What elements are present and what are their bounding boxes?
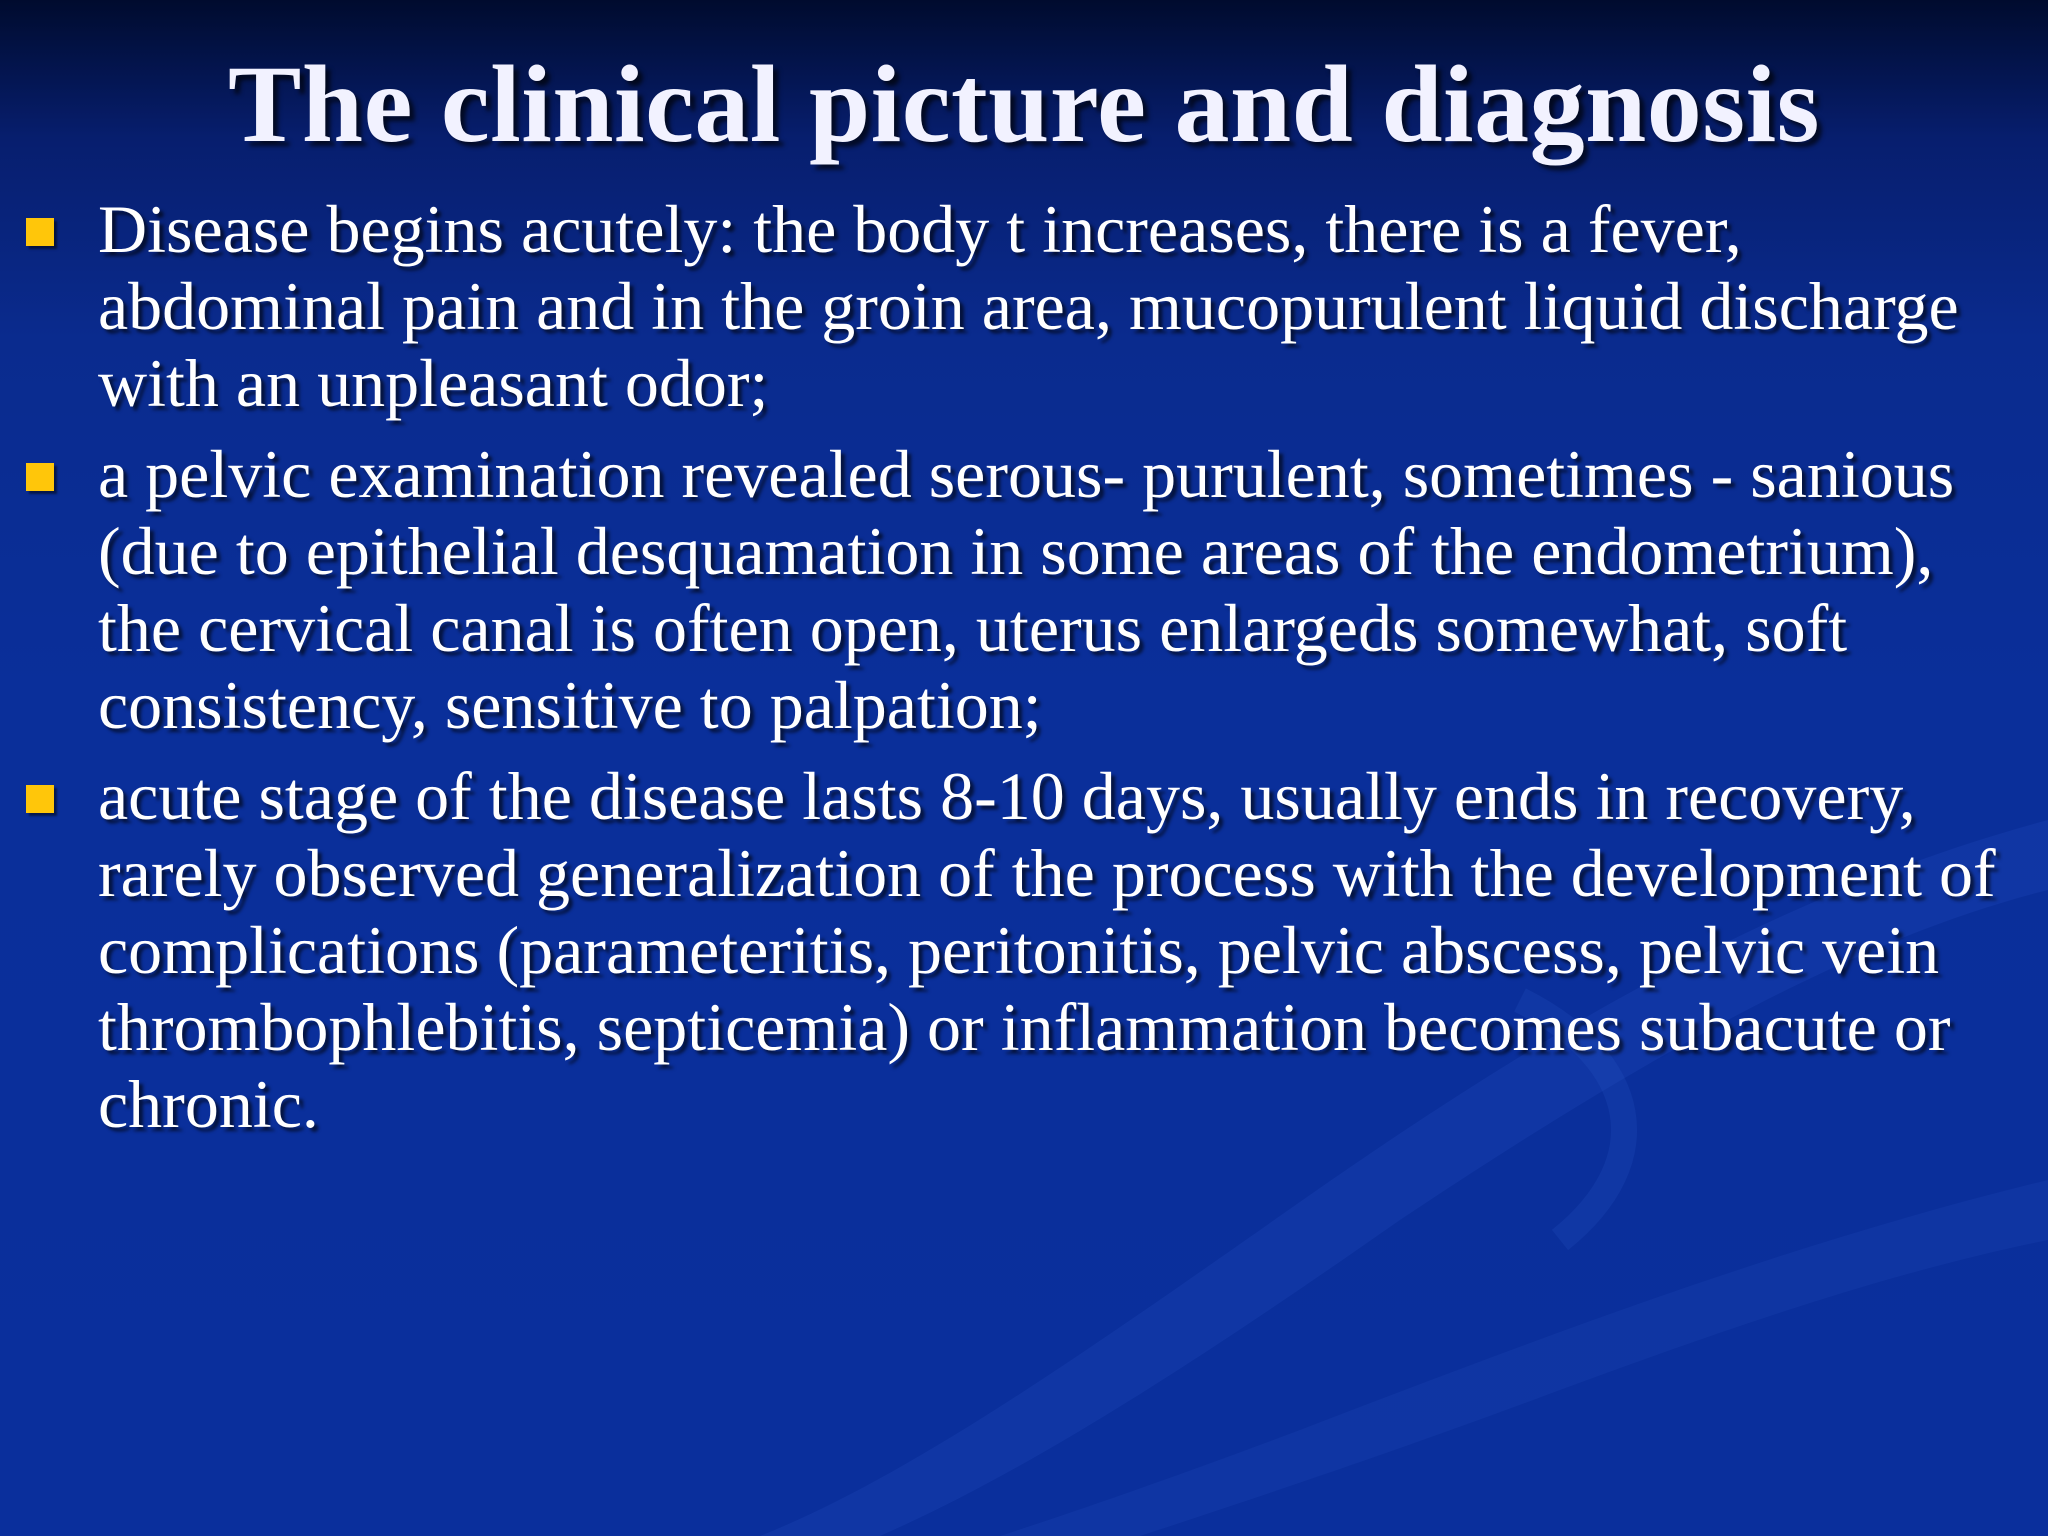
bullet-text: a pelvic examination revealed serous- purulent, sometimes - sanious (due to epithelial desquamation in some areas of the endometrium), the cervical canal is often open, uterus enlargeds somewhat, soft consistency, sensitive to palpation; [98,436,1955,743]
bullet-list [0,191,2048,1157]
square-bullet-icon [26,463,54,491]
square-bullet-icon [26,785,54,813]
bullet-item [0,436,2048,744]
slide-title: The clinical picture and diagnosis [228,43,1820,165]
bullet-text: Disease begins acutely: the body t increases, there is a fever, abdominal pain and in the groin area, mucopurulent liquid discharge with an unpleasant odor; [98,191,1959,421]
square-bullet-icon [26,218,54,246]
bullet-item [0,758,2048,1143]
bullet-item [0,191,2048,422]
bullet-text: acute stage of the disease lasts 8-10 days, usually ends in recovery, rarely observed generalization of the process with the development of complications (parameteritis, peritonitis, pelvic abscess, pelvic vein thrombophlebitis, septicemia) or inflammation becomes subacute or chronic. [98,758,1996,1142]
